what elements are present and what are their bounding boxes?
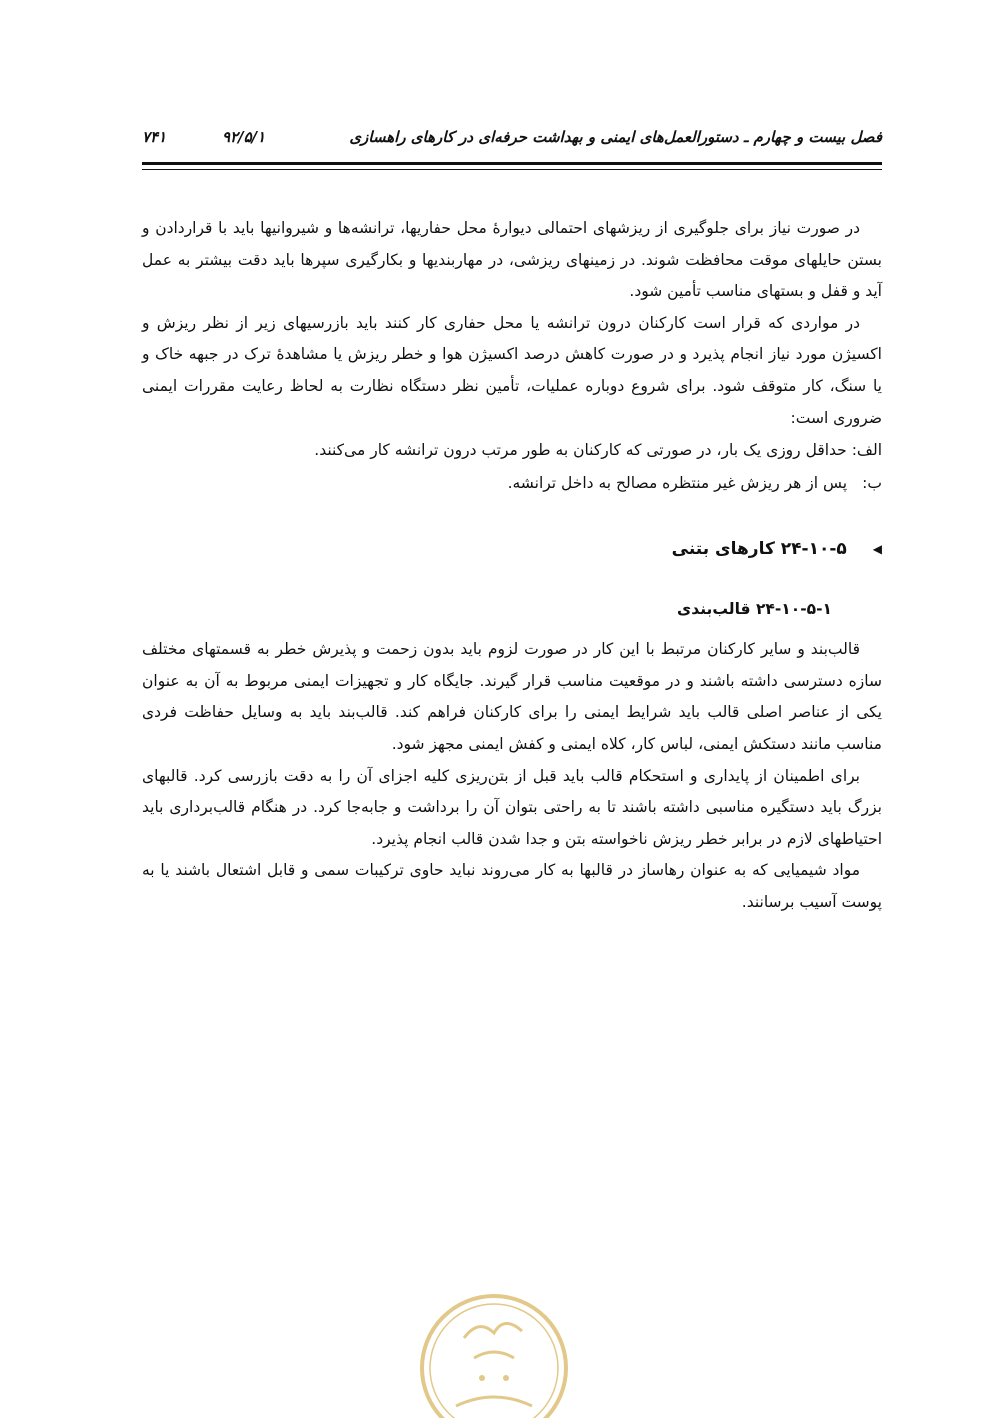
list-item-b-label: ب: bbox=[862, 474, 882, 493]
watermark-seal-icon bbox=[404, 1278, 584, 1418]
paragraph-2: در مواردی که قرار است کارکنان درون ترانشه یا محل حفاری کار کنند باید بازرسیهای زیر از نظر ریزش و اکسیژن مورد نیاز انجام پذیرد و در صورت کاهش درصد اکسیژن هوا و خطر ریزش یا مشاهدهٔ ترک در جبهه خاک و یا سنگ، کار متوقف شود. برای شروع دوباره عملیات، تأمین نظر دستگاه نظارت به لحاظ رعایت مقررات ایمنی ضروری است: bbox=[142, 313, 882, 427]
header-rule-thick bbox=[142, 162, 882, 165]
list-item-a-label: الف: bbox=[851, 441, 882, 460]
page-number: ۷۴۱ bbox=[142, 128, 167, 146]
paragraph-3: قالب‌بند و سایر کارکنان مرتبط با این کار در صورت لزوم باید بدون زحمت و پذیرش خطر به قسمتهای مختلف سازه دسترسی داشته باشند و در موقعیت مناسب قرار گیرند. جایگاه کار و تجهیزات ایمنی مربوط به آن به عنوان یکی از عناصر اصلی قالب باید شرایط ایمنی را برای کارکنان فراهم کند. قالب‌بند باید به وسایل حفاظت فردی مناسب مانند دستکش ایمنی، لباس کار، کلاه ایمنی و کفش ایمنی مجهز شود. bbox=[142, 640, 882, 753]
list-item-b bbox=[142, 467, 882, 500]
header-rule-thin bbox=[142, 169, 882, 170]
paragraph-4: برای اطمینان از پایداری و استحکام قالب باید قبل از بتن‌ریزی کلیه اجزای آن را به دقت بازرسی کرد. قالبهای بزرگ باید دستگیره مناسبی داشته باشند تا به راحتی بتوان آن را برداشت و جابه‌جا کرد. در هنگام قالب‌برداری باید احتیاطهای لازم در برابر خطر ریزش ناخواسته بتن و جدا شدن قالب انجام پذیرد. bbox=[142, 766, 882, 848]
header-date: ۹۲/۵/۱ bbox=[222, 128, 266, 146]
paragraph-5: مواد شیمیایی که به عنوان رهاساز در قالبها به کار می‌روند نباید حاوی ترکیبات سمی و قابل اشتعال باشند یا به پوست آسیب برسانند. bbox=[142, 861, 882, 911]
subsection-heading: ۲۴-۱۰-۵-۱ قالب‌بندی bbox=[677, 600, 832, 619]
triangle-bullet-icon: ◀ bbox=[872, 542, 882, 557]
page-body bbox=[142, 213, 882, 919]
paragraph-1: در صورت نیاز برای جلوگیری از ریزشهای احتمالی دیوارهٔ محل حفاریها، ترانشه‌ها و شیروانیها باید با قراردادن و بستن حایلهای موقت محافظت شوند. در زمینهای ریزشی، در مهاربندیها و بکارگیری سپرها باید دقت بیشتر به عمل آید و قفل و بستهای مناسب تأمین شود. bbox=[142, 219, 882, 301]
section-heading-text: ۲۴-۱۰-۵ کارهای بتنی bbox=[671, 539, 847, 560]
section-heading bbox=[142, 524, 882, 574]
running-header bbox=[142, 128, 882, 154]
list-item-a-text: حداقل روزی یک بار، در صورتی که کارکنان به طور مرتب درون ترانشه کار می‌کنند. bbox=[314, 441, 847, 460]
list-item-b-text: پس از هر ریزش غیر منتظره مصالح به داخل ترانشه. bbox=[507, 474, 848, 493]
header-title: فصل بیست و چهارم ـ دستورالعمل‌های ایمنی و بهداشت حرفه‌ای در کارهای راهسازی bbox=[349, 128, 882, 146]
list-item-a bbox=[142, 434, 882, 467]
